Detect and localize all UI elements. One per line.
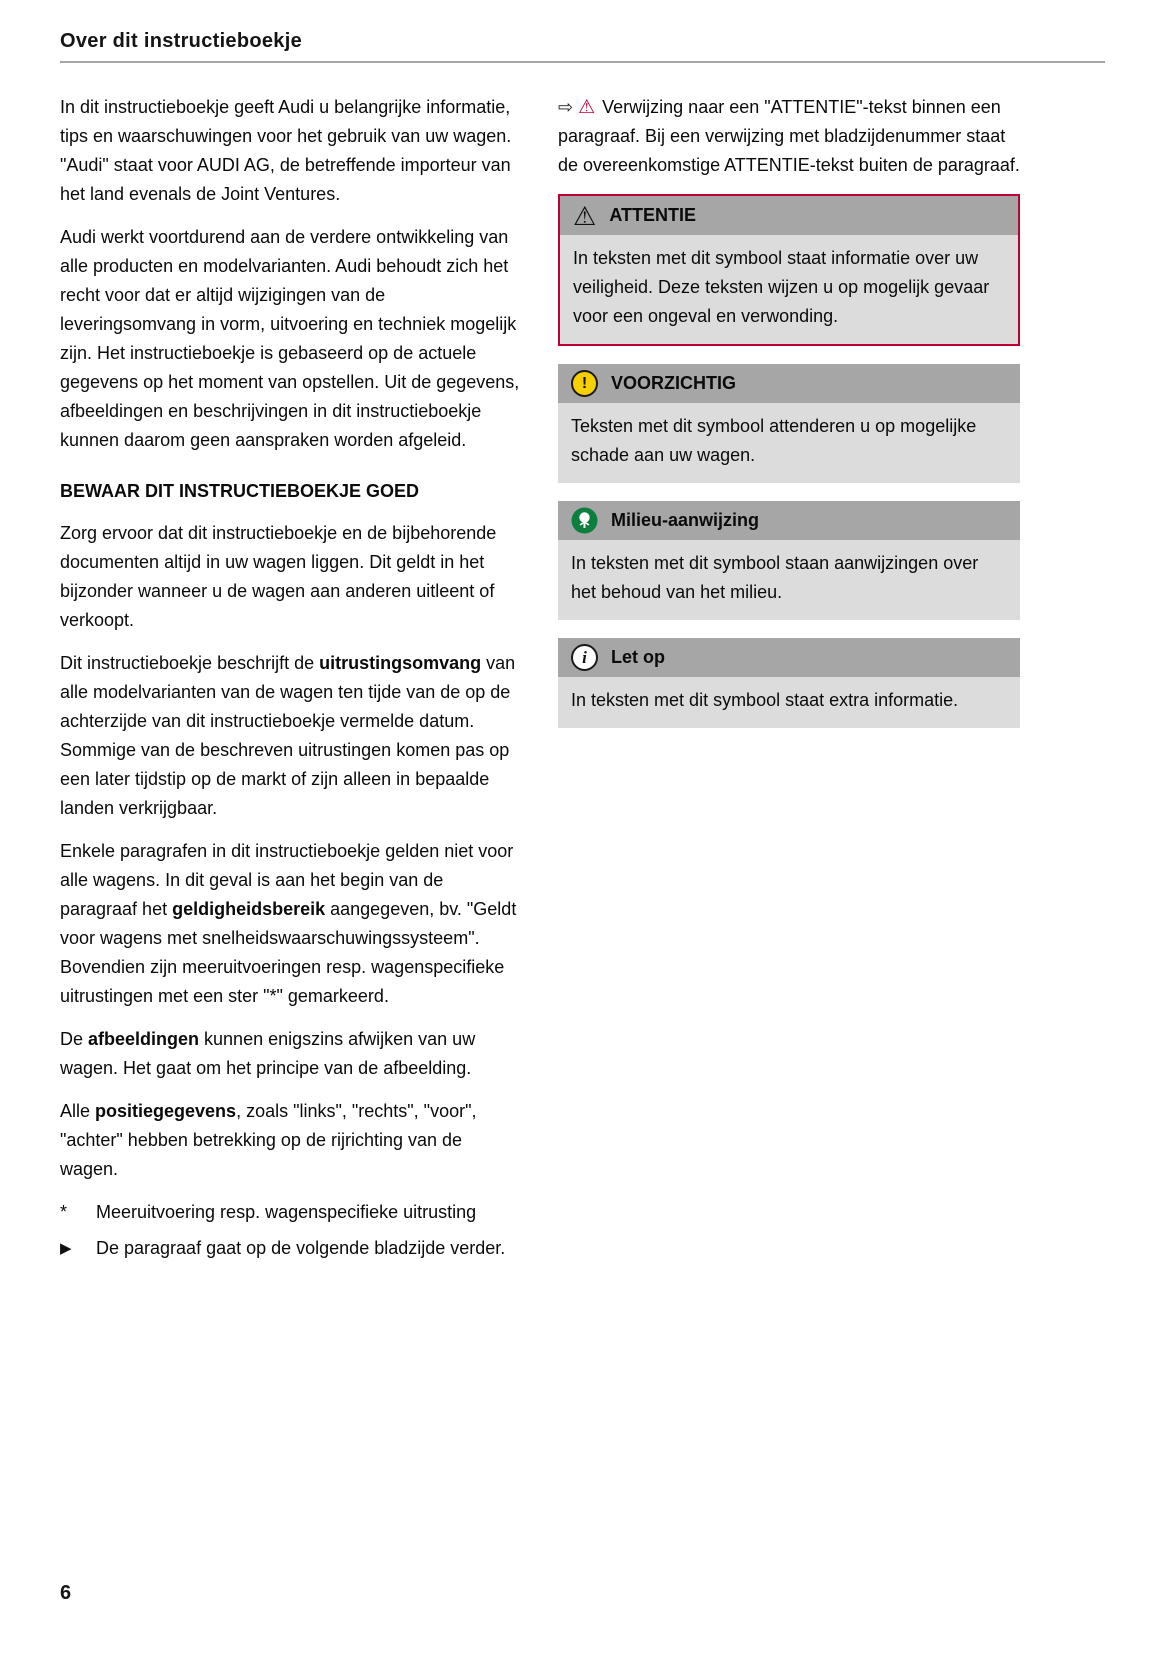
bold-term: afbeeldingen	[88, 1029, 200, 1049]
paragraph-text: van alle modelvarianten van de wagen ten tijde van de op de achterzijde van dit instructieboekje vermelde datum. Sommige van de beschreven uitrustingen komen pas op een later tijdstip op de markt of zijn alleen in bepaalde landen verkrijgbaar.	[60, 653, 516, 818]
paragraph-text: Dit instructieboekje beschrijft de	[60, 653, 320, 673]
footnote-asterisk	[60, 1198, 522, 1227]
notice-header	[558, 638, 1020, 677]
paragraph: Audi werkt voortdurend aan de verdere ontwikkeling van alle producten en modelvarianten. Audi behoudt zich het recht voor dat er altijd wijzigingen van de leveringsomvang in vorm, uitvoering en techniek mogelijk zijn. Het instructieboekje is gebaseerd op de actuele gegevens op het moment van opstellen. Uit de gegevens, afbeeldingen en beschrijvingen in dit instructieboekje kunnen daarom geen aanspraken worden afgeleid.	[60, 227, 520, 450]
notice-attentie	[558, 194, 1020, 346]
paragraph: In dit instructieboekje geeft Audi u belangrijke informatie, tips en waarschuwingen voor het gebruik van uw wagen. "Audi" staat voor AUDI AG, de betreffende importeur van het land evenals de Joint Ventures.	[60, 97, 512, 204]
warning-triangle-icon: ⚠	[573, 200, 597, 231]
paragraph-text: Enkele paragrafen in dit instructieboekje gelden niet voor alle wagens. In dit geval is aan het begin van de paragraaf het	[60, 841, 514, 919]
notice-milieu	[558, 501, 1020, 620]
notice-body: Teksten met dit symbool attenderen u op mogelijke schade aan uw wagen.	[558, 403, 1020, 483]
notice-body: In teksten met dit symbool staat extra informatie.	[558, 677, 1020, 728]
paragraph	[60, 837, 522, 1011]
notice-title: Let op	[611, 647, 665, 667]
paragraph	[60, 1097, 522, 1184]
right-column	[558, 93, 1020, 1270]
info-circle-icon: i	[571, 644, 598, 671]
tree-circle-icon	[571, 507, 598, 534]
two-column-layout	[60, 93, 1105, 1270]
bold-term: uitrustingsomvang	[319, 653, 482, 673]
footnote-continuation	[60, 1234, 522, 1263]
bold-term: positiegegevens	[95, 1101, 237, 1121]
reference-arrow-icon: ⇨	[558, 97, 574, 117]
page-number: 6	[60, 1582, 72, 1604]
exclamation-circle-icon: !	[571, 370, 598, 397]
paragraph-text: kunnen enigszins afwijken van uw wagen. Het gaat om het principe van de afbeelding.	[60, 1029, 476, 1078]
notice-title: Milieu-aanwijzing	[611, 510, 760, 530]
notice-letop	[558, 638, 1020, 728]
left-column	[60, 93, 522, 1270]
paragraph-text: , zoals "links", "rechts", "voor", "achter" hebben betrekking op de rijrichting van de wagen.	[60, 1101, 477, 1179]
notice-title: VOORZICHTIG	[611, 373, 736, 393]
warning-triangle-icon: ⚠	[578, 97, 596, 118]
reference-paragraph	[558, 93, 1020, 180]
triangle-marker-icon: ▶	[60, 1240, 72, 1257]
notice-body: In teksten met dit symbool staan aanwijzingen over het behoud van het milieu.	[558, 540, 1020, 620]
paragraph-text: De	[60, 1029, 89, 1049]
notice-header	[558, 501, 1020, 540]
bold-term: geldigheidsbereik	[172, 899, 326, 919]
paragraph-text: aangegeven, bv. "Geldt voor wagens met snelheidswaarschuwingssysteem". Bovendien zijn meeruitvoeringen resp. wagenspecifieke uitrustingen met een ster "*" gemarkeerd.	[60, 899, 517, 1006]
paragraph	[60, 649, 522, 823]
paragraph	[60, 1025, 522, 1083]
page-header	[60, 30, 1105, 63]
page-title: Over dit instructieboekje	[60, 30, 303, 52]
paragraph: Zorg ervoor dat dit instructieboekje en de bijbehorende documenten altijd in uw wagen liggen. Dit geldt in het bijzonder wanneer u de wagen aan anderen uitleent of verkoopt.	[60, 523, 497, 630]
section-heading: BEWAAR DIT INSTRUCTIEBOEKJE GOED	[60, 481, 420, 501]
paragraph-text: Alle	[60, 1101, 96, 1121]
paragraph-text: Verwijzing naar een "ATTENTIE"-tekst binnen een paragraaf. Bij een verwijzing met bladzijdenummer staat de overeenkomstige ATTENTIE-tekst buiten de paragraaf.	[558, 97, 1020, 175]
asterisk-marker: *	[60, 1202, 68, 1222]
notice-header	[560, 196, 1018, 235]
notice-voorzichtig	[558, 364, 1020, 483]
footnote-text: Meeruitvoering resp. wagenspecifieke uitrusting	[96, 1202, 477, 1222]
footnote-text: De paragraaf gaat op de volgende bladzijde verder.	[96, 1238, 506, 1258]
notice-header	[558, 364, 1020, 403]
notice-body: In teksten met dit symbool staat informatie over uw veiligheid. Deze teksten wijzen u op mogelijk gevaar voor een ongeval en verwonding.	[560, 235, 1018, 344]
notice-title: ATTENTIE	[609, 205, 696, 225]
footnotes	[60, 1198, 522, 1263]
